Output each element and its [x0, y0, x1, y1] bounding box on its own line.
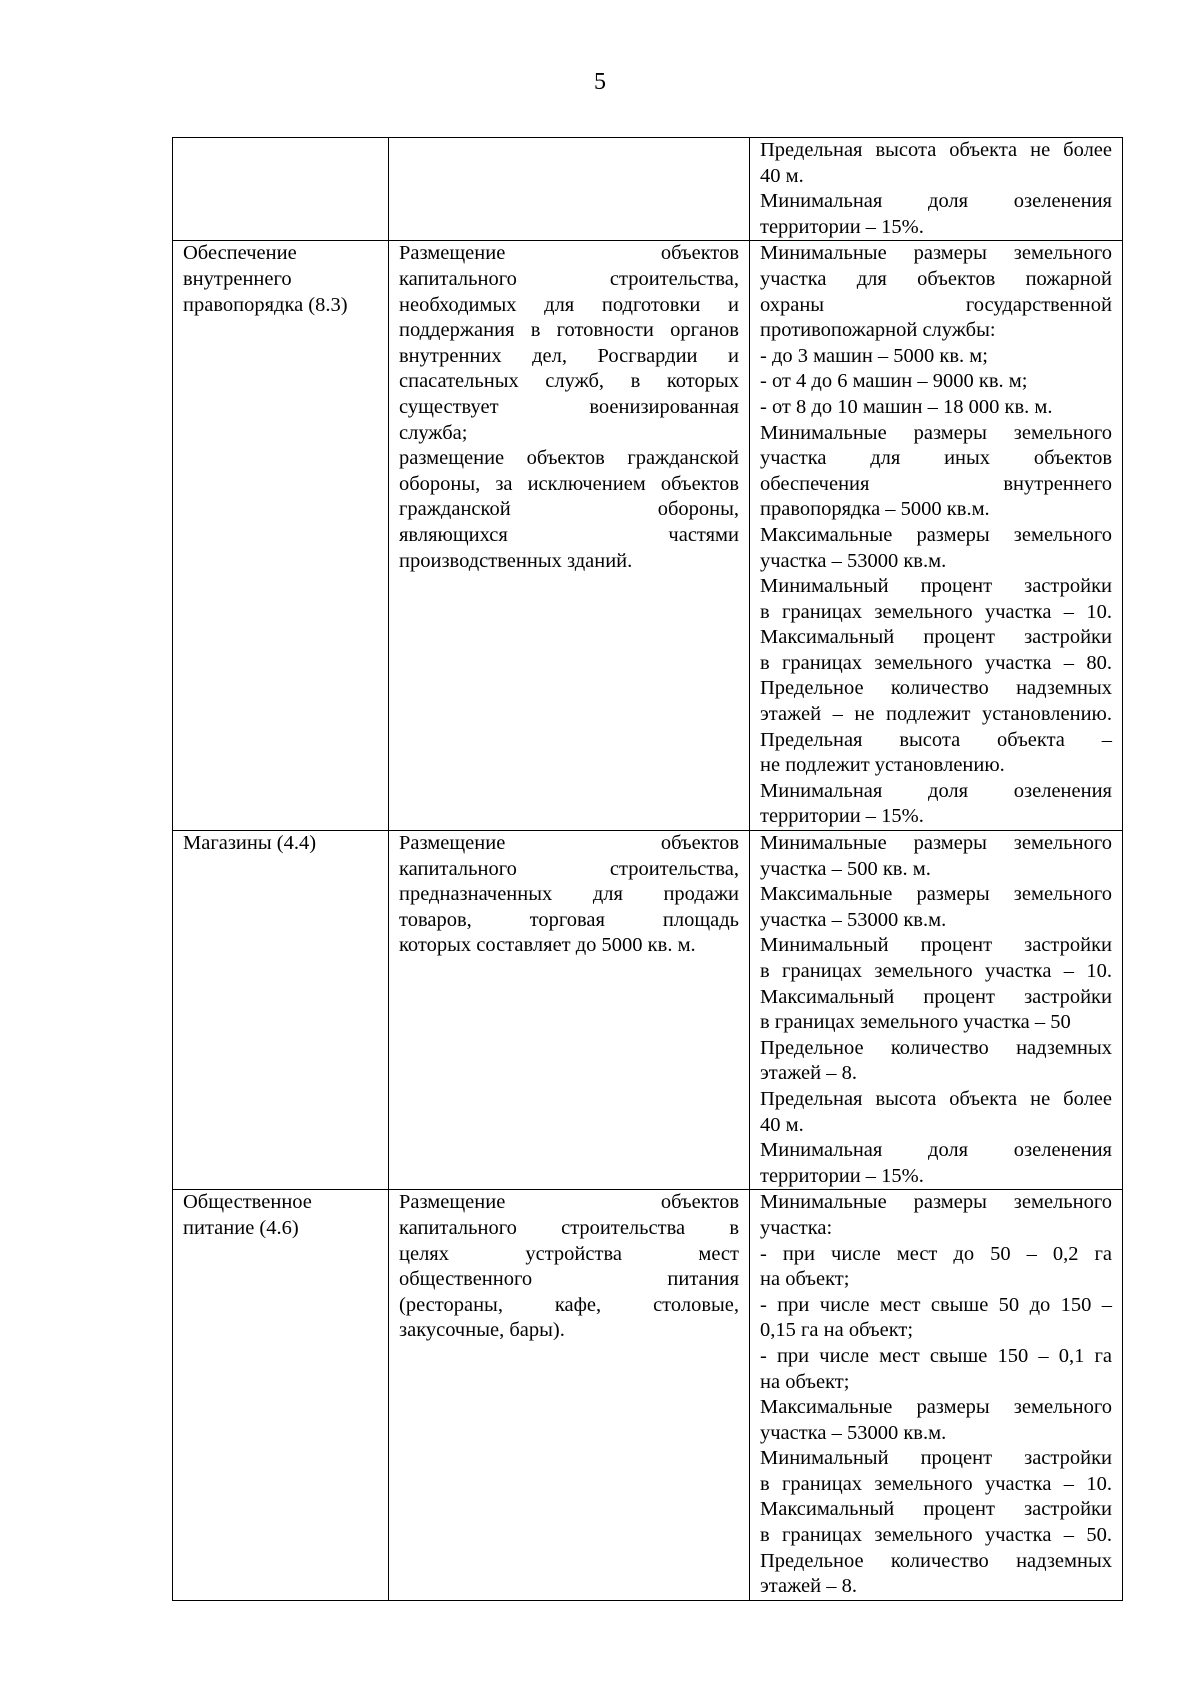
text-line: Минимальные размеры земельного [760, 1191, 1112, 1214]
land-use-name-cell [173, 138, 389, 241]
text-line: 40 м. [760, 1113, 804, 1136]
text-line: внутреннего [183, 267, 292, 290]
text-line: - при числе мест свыше 50 до 150 – [760, 1293, 1112, 1316]
text-line: Предельная высота объекта – [760, 728, 1112, 751]
text-line: территории – 15%. [760, 1164, 924, 1187]
text-line: - при числе мест до 50 – 0,2 га [760, 1242, 1112, 1265]
text-line: в границах земельного участка – 50 [760, 1011, 1071, 1034]
text-line: на объект; [760, 1268, 850, 1291]
text-line: Максимальный процент застройки [760, 985, 1112, 1008]
table-row [173, 831, 1123, 1190]
text-line: 0,15 га на объект; [760, 1319, 914, 1342]
text-line: Максимальные размеры земельного [760, 523, 1112, 546]
land-use-description-cell [389, 1190, 750, 1601]
parameters-cell [750, 831, 1123, 1190]
land-use-description-cell [389, 241, 750, 831]
text-line: служба; [399, 421, 468, 444]
text-line: обороны, за исключением объектов [399, 472, 739, 495]
land-use-name-cell [173, 1190, 389, 1601]
text-line: товаров, торговая площадь [399, 908, 739, 931]
text-line: в границах земельного участка – 10. [760, 600, 1112, 623]
text-line: необходимых для подготовки и [399, 293, 739, 316]
text-line: Минимальные размеры земельного [760, 421, 1112, 444]
text-line: Предельная высота объекта не более [760, 139, 1112, 161]
land-use-name-cell [173, 241, 389, 831]
text-line: этажей – 8. [760, 1575, 857, 1598]
table-row [173, 241, 1123, 831]
text-line: территории – 15%. [760, 215, 924, 238]
text-line: капитального строительства, [399, 267, 739, 290]
text-line: в границах земельного участка – 80. [760, 651, 1112, 674]
text-line: питание (4.6) [183, 1216, 299, 1239]
text-line: существует военизированная [399, 395, 739, 418]
land-use-description-cell [389, 138, 750, 241]
text-line: Предельное количество надземных [760, 1549, 1112, 1572]
text-line: в границах земельного участка – 50. [760, 1524, 1112, 1547]
text-line: капитального строительства, [399, 857, 739, 880]
text-line: не подлежит установлению. [760, 754, 1005, 777]
text-line: Минимальные размеры земельного [760, 242, 1112, 265]
text-line: обеспечения внутреннего [760, 472, 1112, 495]
text-line: противопожарной службы: [760, 319, 996, 342]
text-line: территории – 15%. [760, 805, 924, 828]
text-line: правопорядка (8.3) [183, 293, 348, 316]
text-line: целях устройства мест [399, 1242, 739, 1265]
text-line: Размещение объектов [399, 1191, 739, 1214]
text-line: Минимальный процент застройки [760, 575, 1112, 598]
parameters-cell [750, 1190, 1123, 1601]
text-line: Предельная высота объекта не более [760, 1087, 1112, 1110]
text-line: участка для объектов пожарной [760, 267, 1112, 290]
text-line: Размещение объектов [399, 242, 739, 265]
text-line: (рестораны, кафе, столовые, [399, 1293, 739, 1316]
text-line: Максимальный процент застройки [760, 626, 1112, 649]
text-line: Минимальные размеры земельного [760, 832, 1112, 855]
text-line: общественного питания [399, 1268, 739, 1291]
text-line: предназначенных для продажи [399, 883, 739, 906]
text-line: этажей – не подлежит установлению. [760, 703, 1112, 726]
text-line: Минимальный процент застройки [760, 934, 1112, 957]
text-line: Минимальная доля озеленения [760, 1139, 1112, 1162]
text-line: участка – 53000 кв.м. [760, 549, 947, 572]
land-use-description-cell [389, 831, 750, 1190]
table-row [173, 138, 1123, 241]
text-line: размещение объектов гражданской [399, 447, 739, 470]
text-line: - при числе мест свыше 150 – 0,1 га [760, 1344, 1112, 1367]
text-line: в границах земельного участка – 10. [760, 1472, 1112, 1495]
page-number: 5 [594, 69, 606, 95]
text-line: поддержания в готовности органов [399, 319, 739, 342]
text-line: Максимальные размеры земельного [760, 1396, 1112, 1419]
text-line: Магазины (4.4) [183, 832, 317, 855]
text-line: - от 8 до 10 машин – 18 000 кв. м. [760, 395, 1053, 418]
text-line: правопорядка – 5000 кв.м. [760, 498, 990, 521]
text-line: участка – 500 кв. м. [760, 857, 931, 880]
land-use-name-cell [173, 831, 389, 1190]
text-line: этажей – 8. [760, 1062, 857, 1085]
text-line: закусочные, бары). [399, 1319, 565, 1342]
text-line: - до 3 машин – 5000 кв. м; [760, 344, 988, 367]
parameters-cell [750, 138, 1123, 241]
text-line: спасательных служб, в которых [399, 370, 739, 393]
text-line: участка для иных объектов [760, 447, 1112, 470]
text-line: Минимальный процент застройки [760, 1447, 1112, 1470]
text-line: гражданской обороны, [399, 498, 739, 521]
text-line: Минимальная доля озеленения [760, 779, 1112, 802]
text-line: в границах земельного участка – 10. [760, 960, 1112, 982]
text-line: капитального строительства в [399, 1216, 739, 1239]
text-line: Обеспечение [183, 242, 297, 265]
zoning-table [172, 137, 1123, 1601]
text-line: участка: [760, 1216, 833, 1239]
table-row [173, 1190, 1123, 1601]
text-line: внутренних дел, Росгвардии и [399, 344, 739, 367]
text-line: на объект; [760, 1370, 850, 1393]
text-line: охраны государственной [760, 293, 1112, 316]
text-line: которых составляет до 5000 кв. м. [399, 934, 696, 957]
text-line: Размещение объектов [399, 832, 739, 855]
text-line: Максимальные размеры земельного [760, 883, 1112, 906]
text-line: участка – 53000 кв.м. [760, 908, 947, 931]
text-line: Общественное [183, 1191, 312, 1214]
text-line: Предельное количество надземных [760, 1036, 1112, 1059]
parameters-cell [750, 241, 1123, 831]
text-line: являющихся частями [399, 523, 739, 546]
text-line: Минимальная доля озеленения [760, 190, 1112, 213]
text-line: - от 4 до 6 машин – 9000 кв. м; [760, 370, 1028, 393]
text-line: 40 м. [760, 164, 804, 187]
text-line: Максимальный процент застройки [760, 1498, 1112, 1521]
text-line: участка – 53000 кв.м. [760, 1421, 947, 1444]
text-line: производственных зданий. [399, 549, 633, 572]
text-line: Предельное количество надземных [760, 677, 1112, 700]
